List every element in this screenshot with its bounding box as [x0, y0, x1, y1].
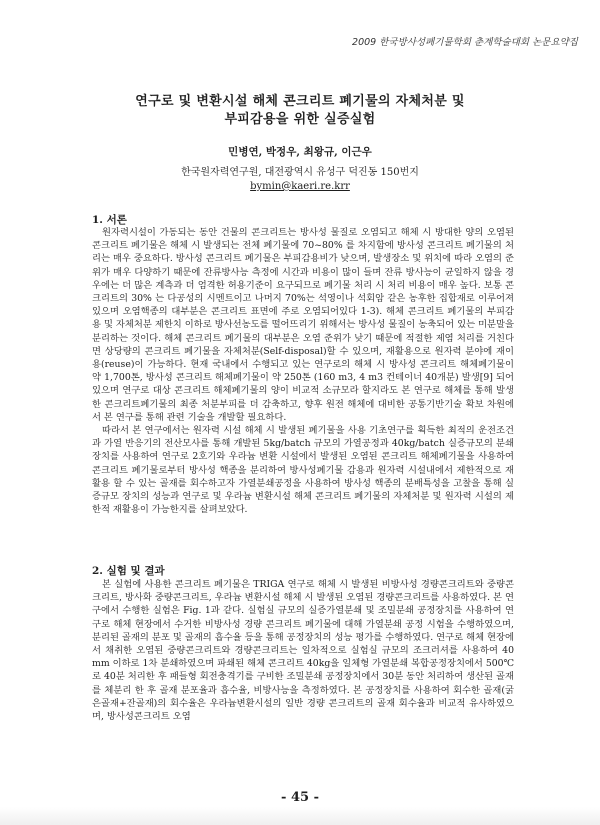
paper-title-line-1: 연구로 및 변환시설 해체 콘크리트 폐기물의 자체처분 및	[135, 94, 465, 109]
section-2-body	[92, 578, 514, 723]
scan-shadow	[0, 807, 600, 825]
author-list: 민병연, 박정우, 최왕규, 이근우	[228, 146, 372, 158]
section-1-heading: 1. 서론	[92, 214, 127, 226]
section-2-paragraph-1: 본 실험에 사용한 콘크리트 폐기물은 TRIGA 연구로 해체 시 발생된 비방사성 경량콘크리트와 중량콘크리트, 방사화 중량콘크리트, 우라늄 변환시설 해체 시 발생된 오염된 경량콘크리트를 사용하였다. 본 연구에서 수행한 실험은 Fig. 1과 같다. 실험실 규모의 실증가열분쇄 및 조밀분쇄 공정장치를 사용하여 연구로 해체 현장에서 수거한 비방사성 경량 콘크리트 폐기물에 대해 가열분쇄 공정 시험을 수행하였으며, 분리된 골재의 분포 및 골재의 흡수율 등을 통해 공정장치의 성능 평가를 수행하였다. 연구로 해체 현장에서 채취한 오염된 중량콘크리트와 경량콘크리트는 일차적으로 실험실 규모의 조크러셔를 사용하여 40 mm 이하로 1차 분쇄하였으며 파쇄된 해체 콘크리트 40kg을 일체형 가열분쇄 복합공정장치에서 500℃로 40분 처리한 후 패들형 회전충격기를 구비한 조밀분쇄 공정장치에서 30분 동안 처리하여 생산된 골재를 체분리 한 후 골재 분포율과 흡수율, 비방사능을 측정하였다. 본 공정장치를 사용하여 회수한 골재(굵은골재+잔골재)의 회수율은 우라늄변환시설의 일반 경량 콘크리트의 골재 회수율과 비교적 유사하였으며, 방사성콘크리트 오염	[92, 579, 514, 723]
running-header: 2009 한국방사성폐기물학회 춘계학술대회 논문요약집	[352, 37, 578, 48]
contact-email: bymin@kaeri.re.krr	[250, 181, 350, 192]
section-1-paragraph-1: 원자력시설이 가동되는 동안 건물의 콘크리트는 방사성 물질로 오염되고 해체 시 방대한 양의 오염된 콘크리트 폐기물은 해체 시 발생되는 전체 폐기물에 70~80% 를 차지함에 방사성 콘크리트 폐기물의 처리는 매우 중요하다. 방사성 콘크리트 폐기물은 부피감용비가 낮으며, 발생장소 및 위치에 따라 오염의 준위가 매우 다양하기 때문에 잔류방사능 측정에 시간과 비용이 많이 들며 잔류 방사능이 균일하지 않을 경우에는 더 많은 계측과 더 엄격한 허용기준이 요구되므로 폐기물 처리 시 처리 비용이 매우 높다. 보통 콘크리트의 30% 는 다공성의 시멘트이고 나머지 70%는 석영이나 석회암 같은 농후한 집합재로 이루어져 있으며 오염핵종의 대부분은 콘크리트 표면에 주로 오염되어있다 1-3). 해체 콘크리트 폐기물의 부피감용 및 자체처분 제한치 이하로 방사선농도를 떨어뜨리기 위해서는 방사성 물질이 농축되어 있는 미분말을 분리하는 것이다. 해체 콘크리트 폐기물의 대부분은 오염 준위가 낮기 때문에 적절한 제염 처리를 거친다면 상당량의 콘크리트 폐기물을 자체처분(Self-disposal)할 수 있으며, 재활용으로 원자력 분야에 재이용(reuse)이 가능하다. 현재 국내에서 수행되고 있는 연구로의 해체 시 방사성 콘크리트 해체폐기물이 약 1,700톤, 방사성 콘크리트 해체폐기물이 약 250톤 (160 m3, 4 m3 컨테이너 40개분) 발생[9] 되어 있으며 연구로 대상 콘크리트 해체폐기물의 양이 비교적 소규모라 할지라도 본 연구로 해체를 통해 발생한 콘크리트폐기물의 최종 처분부피를 더 감축하고, 향후 원전 해체에 대비한 공통기반기술 확보 차원에서 본 연구를 통해 관련 기술을 개발할 필요하다.	[92, 227, 514, 423]
paper-title-line-2: 부피감용을 위한 실증실험	[224, 112, 376, 127]
section-1-body	[92, 226, 514, 516]
page-number: - 45 -	[281, 790, 319, 805]
section-2-heading: 2. 실험 및 결과	[92, 565, 165, 577]
section-1-paragraph-2: 따라서 본 연구에서는 원자력 시설 해체 시 발생된 폐기물을 사용 기초연구를 획득한 최적의 운전조건과 가열 반응기의 전산모사를 통해 개발된 5kg/batch 규모의 가열공정과 40kg/batch 실증규모의 분쇄장치를 사용하여 연구로 2호기와 우라늄 변환 시설에서 발생된 오염된 콘크리트 해체폐기물을 사용하여 콘크리트 폐기물로부터 방사성 핵종을 분리하여 방사성폐기물 감용과 원자력 시설내에서 제한적으로 재활용 할 수 있는 골재를 회수하고자 가열분쇄공정을 사용하여 방사성 핵종의 분배특성을 고찰을 통해 실증규모 장치의 성능과 연구로 및 우라늄 변환시설 해체 콘크리트 폐기물의 자체처분 및 원자력 시설의 제한적 재활용이 가능한지를 살펴보았다.	[92, 425, 514, 516]
affiliation: 한국원자력연구원, 대전광역시 유성구 덕진동 150번지	[181, 167, 419, 178]
